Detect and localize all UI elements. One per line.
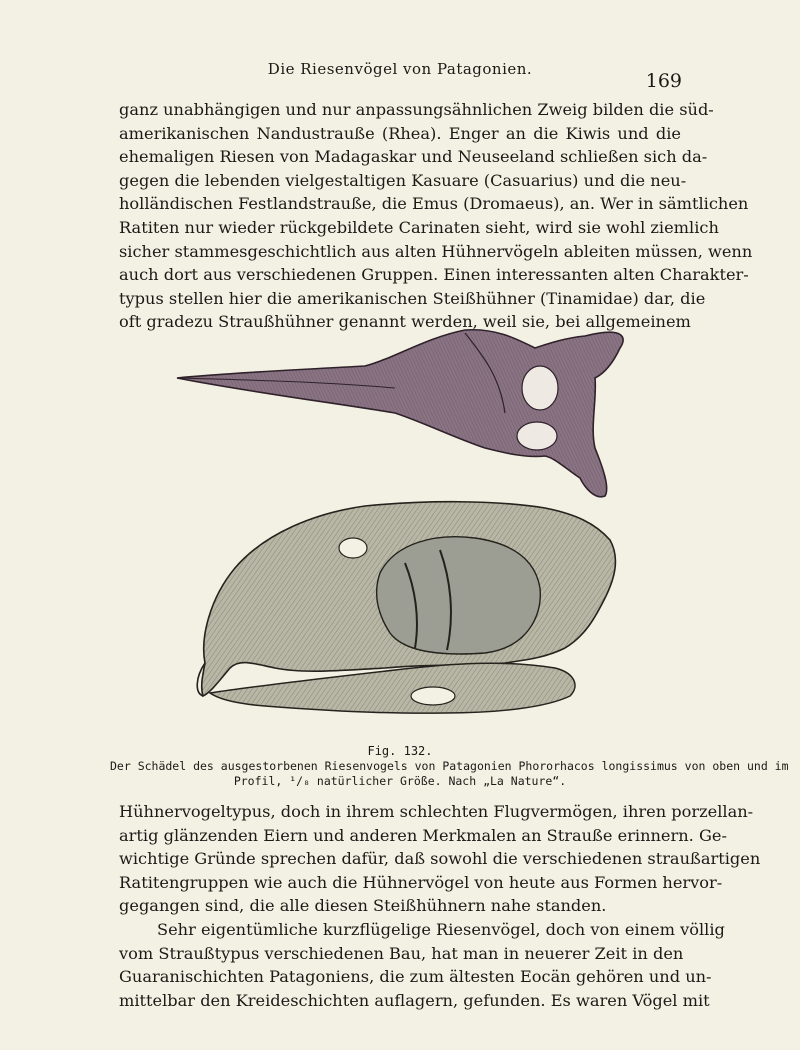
figure-label: Fig. 132. [367,744,433,758]
text-line: Guaranischichten Patagoniens, die zum ältesten Eocän gehören und un- [119,967,712,987]
text-line: amerikanischen Nandustrauße (Rhea). Enger an die Kiwis und die [119,123,681,143]
caption-line: Der Schädel des ausgestorbenen Riesenvogels von Patagonien Phororhacos longissimus von oben und im [110,759,789,773]
text-line: Ratiten nur wieder rückgebildete Carinaten sieht, wird sie wohl ziemlich [119,217,719,237]
text-line: typus stellen hier die amerikanischen Steißhühner (Tinamidae) dar, die [119,288,706,308]
caption-line: Profil, ¹/₈ natürlicher Größe. Nach „La Nature“. [233,774,567,788]
text-line: wichtige Gründe sprechen dafür, daß sowohl die verschiedenen straußartigen [119,849,761,869]
text-line: auch dort aus verschiedenen Gruppen. Einen interessanten alten Charakter- [119,265,749,285]
text-line: artig glänzenden Eiern und anderen Merkmalen an Strauße erinnern. Ge- [119,825,727,845]
text-line: gegen die lebenden vielgestaltigen Kasuare (Casuarius) und die neu- [119,170,687,190]
text-line: mittelbar den Kreideschichten auflagern, gefunden. Es waren Vögel mit [119,990,710,1010]
text-line: Sehr eigentümliche kurzflügelige Riesenvögel, doch von einem völlig [157,919,725,939]
skull-side-view [197,502,615,713]
text-line: vom Straußtypus verschiedenen Bau, hat man in neuerer Zeit in den [119,943,684,963]
skull-figure [165,318,645,738]
text-line: gegangen sind, die alle diesen Steißhühnern nahe standen. [119,896,607,916]
skull-top-view [177,330,623,497]
top-paragraph [119,98,753,334]
bottom-paragraph [119,800,761,1012]
running-title: Die Riesenvögel von Patagonien. [267,60,533,78]
text-line: ehemaligen Riesen von Madagaskar und Neuseeland schließen sich da- [119,147,708,167]
page-number: 169 [645,70,682,92]
skull-illustration [165,318,645,738]
text-line: ganz unabhängigen und nur anpassungsähnlichen Zweig bilden die süd- [119,100,714,119]
text-line: holländischen Festlandstrauße, die Emus (Dromaeus), an. Wer in sämtlichen [119,194,749,214]
figure-caption [110,744,789,789]
text-line: oft gradezu Straußhühner genannt werden, weil sie, bei allgemeinem [119,312,691,332]
text-line: Hühnervogeltypus, doch in ihrem schlechten Flugvermögen, ihren porzellan- [119,802,754,821]
text-line: Ratitengruppen wie auch die Hühnervögel von heute aus Formen hervor- [119,872,723,892]
text-line: sicher stammesgeschichtlich aus alten Hühnervögeln ableiten müssen, wenn [119,241,753,261]
